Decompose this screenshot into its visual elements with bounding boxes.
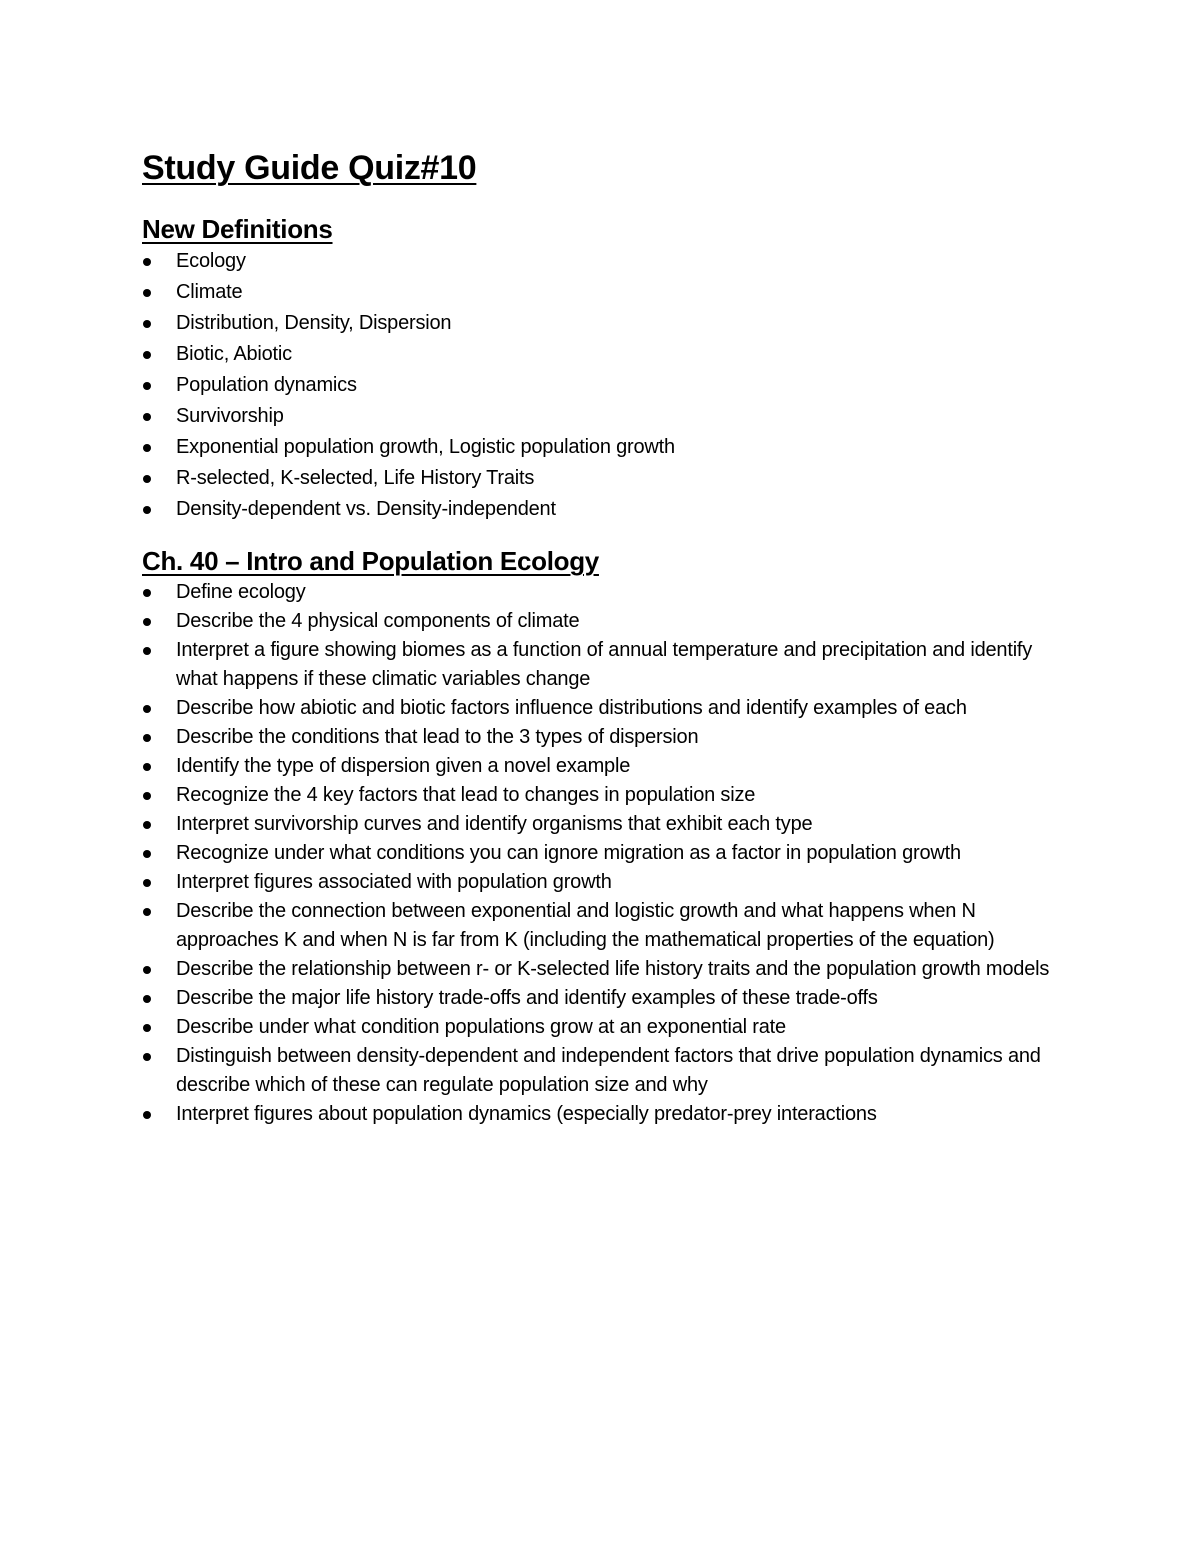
list-item-text: Describe how abiotic and biotic factors influence distributions and identify examples of each xyxy=(176,697,967,719)
document-body xyxy=(142,146,1072,1129)
bullet-icon xyxy=(143,966,151,974)
list-item xyxy=(142,607,1072,636)
list-item xyxy=(142,897,1072,955)
list-item xyxy=(142,308,1072,339)
chapter-objectives-list xyxy=(142,578,1072,1129)
page-title: Study Guide Quiz#10 xyxy=(142,149,477,187)
definitions-heading: New Definitions xyxy=(142,214,333,244)
list-item-text: Interpret figures associated with population growth xyxy=(176,871,612,893)
list-item xyxy=(142,1013,1072,1042)
bullet-icon xyxy=(143,258,151,266)
bullet-icon xyxy=(143,879,151,887)
bullet-icon xyxy=(143,647,151,655)
list-item-text: Describe the 4 physical components of climate xyxy=(176,610,580,632)
list-item xyxy=(142,578,1072,607)
list-item-text: Interpret survivorship curves and identify organisms that exhibit each type xyxy=(176,813,813,835)
bullet-icon xyxy=(143,320,151,328)
list-item-text: Density-dependent vs. Density-independent xyxy=(176,498,556,520)
list-item-text: Climate xyxy=(176,281,243,303)
bullet-icon xyxy=(143,618,151,626)
list-item xyxy=(142,781,1072,810)
bullet-icon xyxy=(143,821,151,829)
bullet-icon xyxy=(143,705,151,713)
list-item xyxy=(142,636,1072,694)
bullet-icon xyxy=(143,289,151,297)
bullet-icon xyxy=(143,382,151,390)
list-item xyxy=(142,839,1072,868)
bullet-icon xyxy=(143,444,151,452)
definitions-list xyxy=(142,246,1072,525)
list-item xyxy=(142,246,1072,277)
list-item xyxy=(142,494,1072,525)
list-item xyxy=(142,955,1072,984)
list-item xyxy=(142,277,1072,308)
list-item-text: Distribution, Density, Dispersion xyxy=(176,312,452,334)
list-item-text: Biotic, Abiotic xyxy=(176,343,292,365)
list-item-text: Define ecology xyxy=(176,581,306,603)
list-item xyxy=(142,339,1072,370)
list-item-text: Identify the type of dispersion given a novel example xyxy=(176,755,631,777)
list-item-text: Describe under what condition populations grow at an exponential rate xyxy=(176,1016,786,1038)
bullet-icon xyxy=(143,1111,151,1119)
list-item xyxy=(142,984,1072,1013)
bullet-icon xyxy=(143,1053,151,1061)
bullet-icon xyxy=(143,351,151,359)
list-item-text: Describe the connection between exponential and logistic growth and what happens when N approaches K and when N is far from K (including the mathematical properties of the equation) xyxy=(176,900,995,951)
list-item-text: Describe the major life history trade-offs and identify examples of these trade-offs xyxy=(176,987,878,1009)
chapter-heading: Ch. 40 – Intro and Population Ecology xyxy=(142,546,599,576)
list-item-text: Describe the conditions that lead to the 3 types of dispersion xyxy=(176,726,699,748)
list-item-text: R-selected, K-selected, Life History Traits xyxy=(176,467,535,489)
list-item xyxy=(142,752,1072,781)
bullet-icon xyxy=(143,475,151,483)
bullet-icon xyxy=(143,908,151,916)
list-item-text: Distinguish between density-dependent and independent factors that drive population dynamics and describe which of these can regulate population size and why xyxy=(176,1045,1041,1096)
bullet-icon xyxy=(143,763,151,771)
list-item-text: Interpret a figure showing biomes as a function of annual temperature and precipitation and identify what happens if these climatic variables change xyxy=(176,639,1033,690)
list-item-text: Interpret figures about population dynamics (especially predator-prey interactions xyxy=(176,1103,877,1125)
bullet-icon xyxy=(143,413,151,421)
bullet-icon xyxy=(143,792,151,800)
list-item-text: Survivorship xyxy=(176,405,284,427)
bullet-icon xyxy=(143,1024,151,1032)
list-item xyxy=(142,810,1072,839)
bullet-icon xyxy=(143,995,151,1003)
list-item-text: Exponential population growth, Logistic population growth xyxy=(176,436,675,458)
list-item xyxy=(142,1042,1072,1100)
list-item xyxy=(142,1100,1072,1129)
list-item xyxy=(142,694,1072,723)
list-item xyxy=(142,463,1072,494)
list-item-text: Ecology xyxy=(176,250,246,272)
list-item xyxy=(142,370,1072,401)
list-item xyxy=(142,868,1072,897)
list-item-text: Recognize under what conditions you can ignore migration as a factor in population growth xyxy=(176,842,961,864)
bullet-icon xyxy=(143,589,151,597)
list-item xyxy=(142,723,1072,752)
list-item-text: Describe the relationship between r- or K-selected life history traits and the population growth models xyxy=(176,958,1050,980)
bullet-icon xyxy=(143,850,151,858)
list-item xyxy=(142,401,1072,432)
list-item-text: Recognize the 4 key factors that lead to changes in population size xyxy=(176,784,756,806)
list-item-text: Population dynamics xyxy=(176,374,357,396)
list-item xyxy=(142,432,1072,463)
bullet-icon xyxy=(143,734,151,742)
bullet-icon xyxy=(143,506,151,514)
